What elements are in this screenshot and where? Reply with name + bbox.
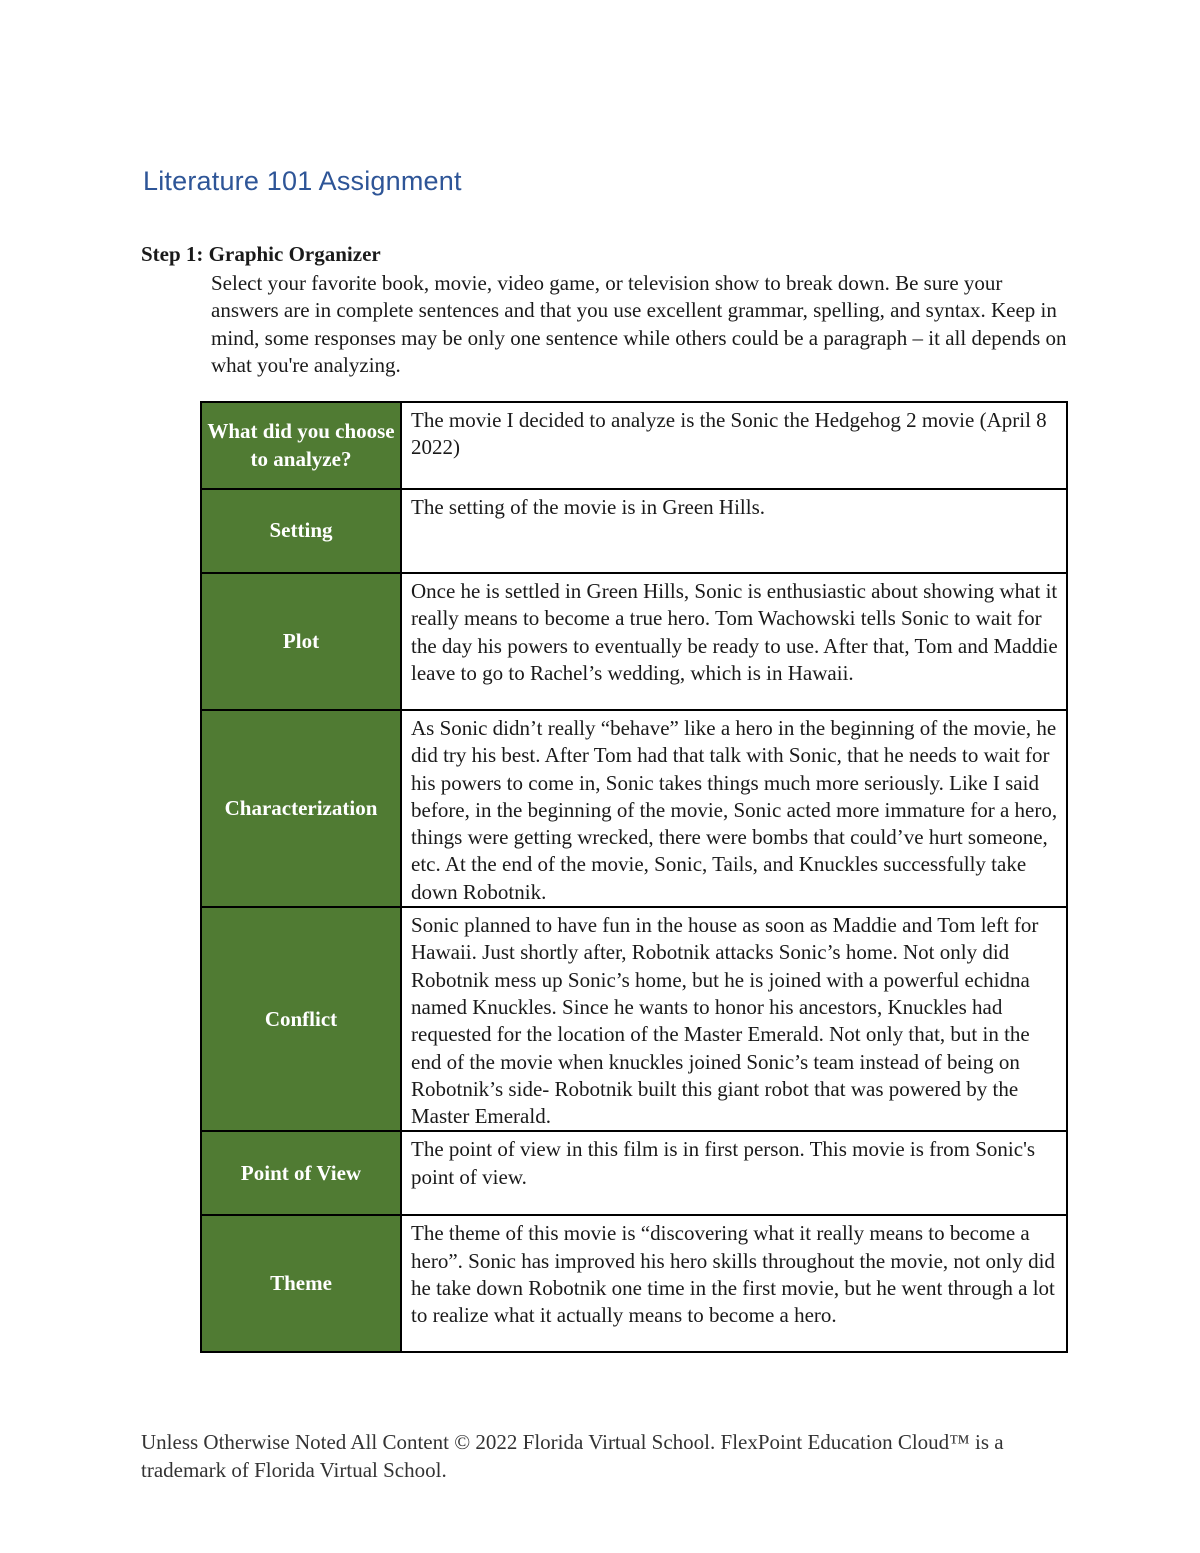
step-heading: Step 1: Graphic Organizer	[141, 242, 381, 266]
row-answer-plot: Once he is settled in Green Hills, Sonic is enthusiastic about showing what it really means to become a true hero. Tom Wachowski tells Sonic to wait for the day his powers to eventually be ready to use. After that, Tom and Maddie leave to go to Rachel’s wedding, which is in Hawaii.	[401, 573, 1067, 710]
row-answer-theme: The theme of this movie is “discovering what it really means to become a hero”. Sonic has improved his hero skills throughout the movie, not only did he take down Robotnik one time in the first movie, but he went through a lot to realize what it actually means to become a hero.	[401, 1215, 1067, 1352]
step-instructions: Select your favorite book, movie, video game, or television show to break down. Be sure your answers are in complete sentences and that you use excellent grammar, spelling, and syntax. Keep in mind, some responses may be only one sentence while others could be a paragraph – it all depends on what you're analyzing.	[211, 271, 1067, 377]
table-row	[201, 1131, 1067, 1215]
row-label-plot: Plot	[201, 573, 401, 710]
copyright-footer: Unless Otherwise Noted All Content © 2022 Florida Virtual School. FlexPoint Education Cloud™ is a trademark of Florida Virtual School.	[141, 1430, 1004, 1482]
row-answer-point-of-view: The point of view in this film is in first person. This movie is from Sonic's point of view.	[401, 1131, 1067, 1215]
row-label-conflict: Conflict	[201, 907, 401, 1131]
row-answer-characterization: As Sonic didn’t really “behave” like a hero in the beginning of the movie, he did try his best. After Tom had that talk with Sonic, that he needs to wait for his powers to come in, Sonic takes things much more seriously. Like I said before, in the beginning of the movie, Sonic acted more immature for a hero, things were getting wrecked, there were bombs that could’ve hurt someone, etc. At the end of the movie, Sonic, Tails, and Knuckles successfully take down Robotnik.	[401, 710, 1067, 907]
row-label-point-of-view: Point of View	[201, 1131, 401, 1215]
row-answer-analyze: The movie I decided to analyze is the Sonic the Hedgehog 2 movie (April 8 2022)	[401, 402, 1067, 489]
table-row	[201, 1215, 1067, 1352]
row-answer-setting: The setting of the movie is in Green Hills.	[401, 489, 1067, 573]
row-label-characterization: Characterization	[201, 710, 401, 907]
document-title: Literature 101 Assignment	[143, 166, 462, 196]
row-label-analyze: What did you choose to analyze?	[201, 402, 401, 489]
row-label-setting: Setting	[201, 489, 401, 573]
table-row	[201, 710, 1067, 907]
table-row	[201, 907, 1067, 1131]
row-label-theme: Theme	[201, 1215, 401, 1352]
table-row	[201, 489, 1067, 573]
table-row	[201, 573, 1067, 710]
graphic-organizer-table	[200, 401, 1068, 1353]
table-row	[201, 402, 1067, 489]
row-answer-conflict: Sonic planned to have fun in the house as soon as Maddie and Tom left for Hawaii. Just shortly after, Robotnik attacks Sonic’s home. Not only did Robotnik mess up Sonic’s home, but he is joined with a powerful echidna named Knuckles. Since he wants to honor his ancestors, Knuckles had requested for the location of the Master Emerald. Not only that, but in the end of the movie when knuckles joined Sonic’s team instead of being on Robotnik’s side- Robotnik built this giant robot that was powered by the Master Emerald.	[401, 907, 1067, 1131]
